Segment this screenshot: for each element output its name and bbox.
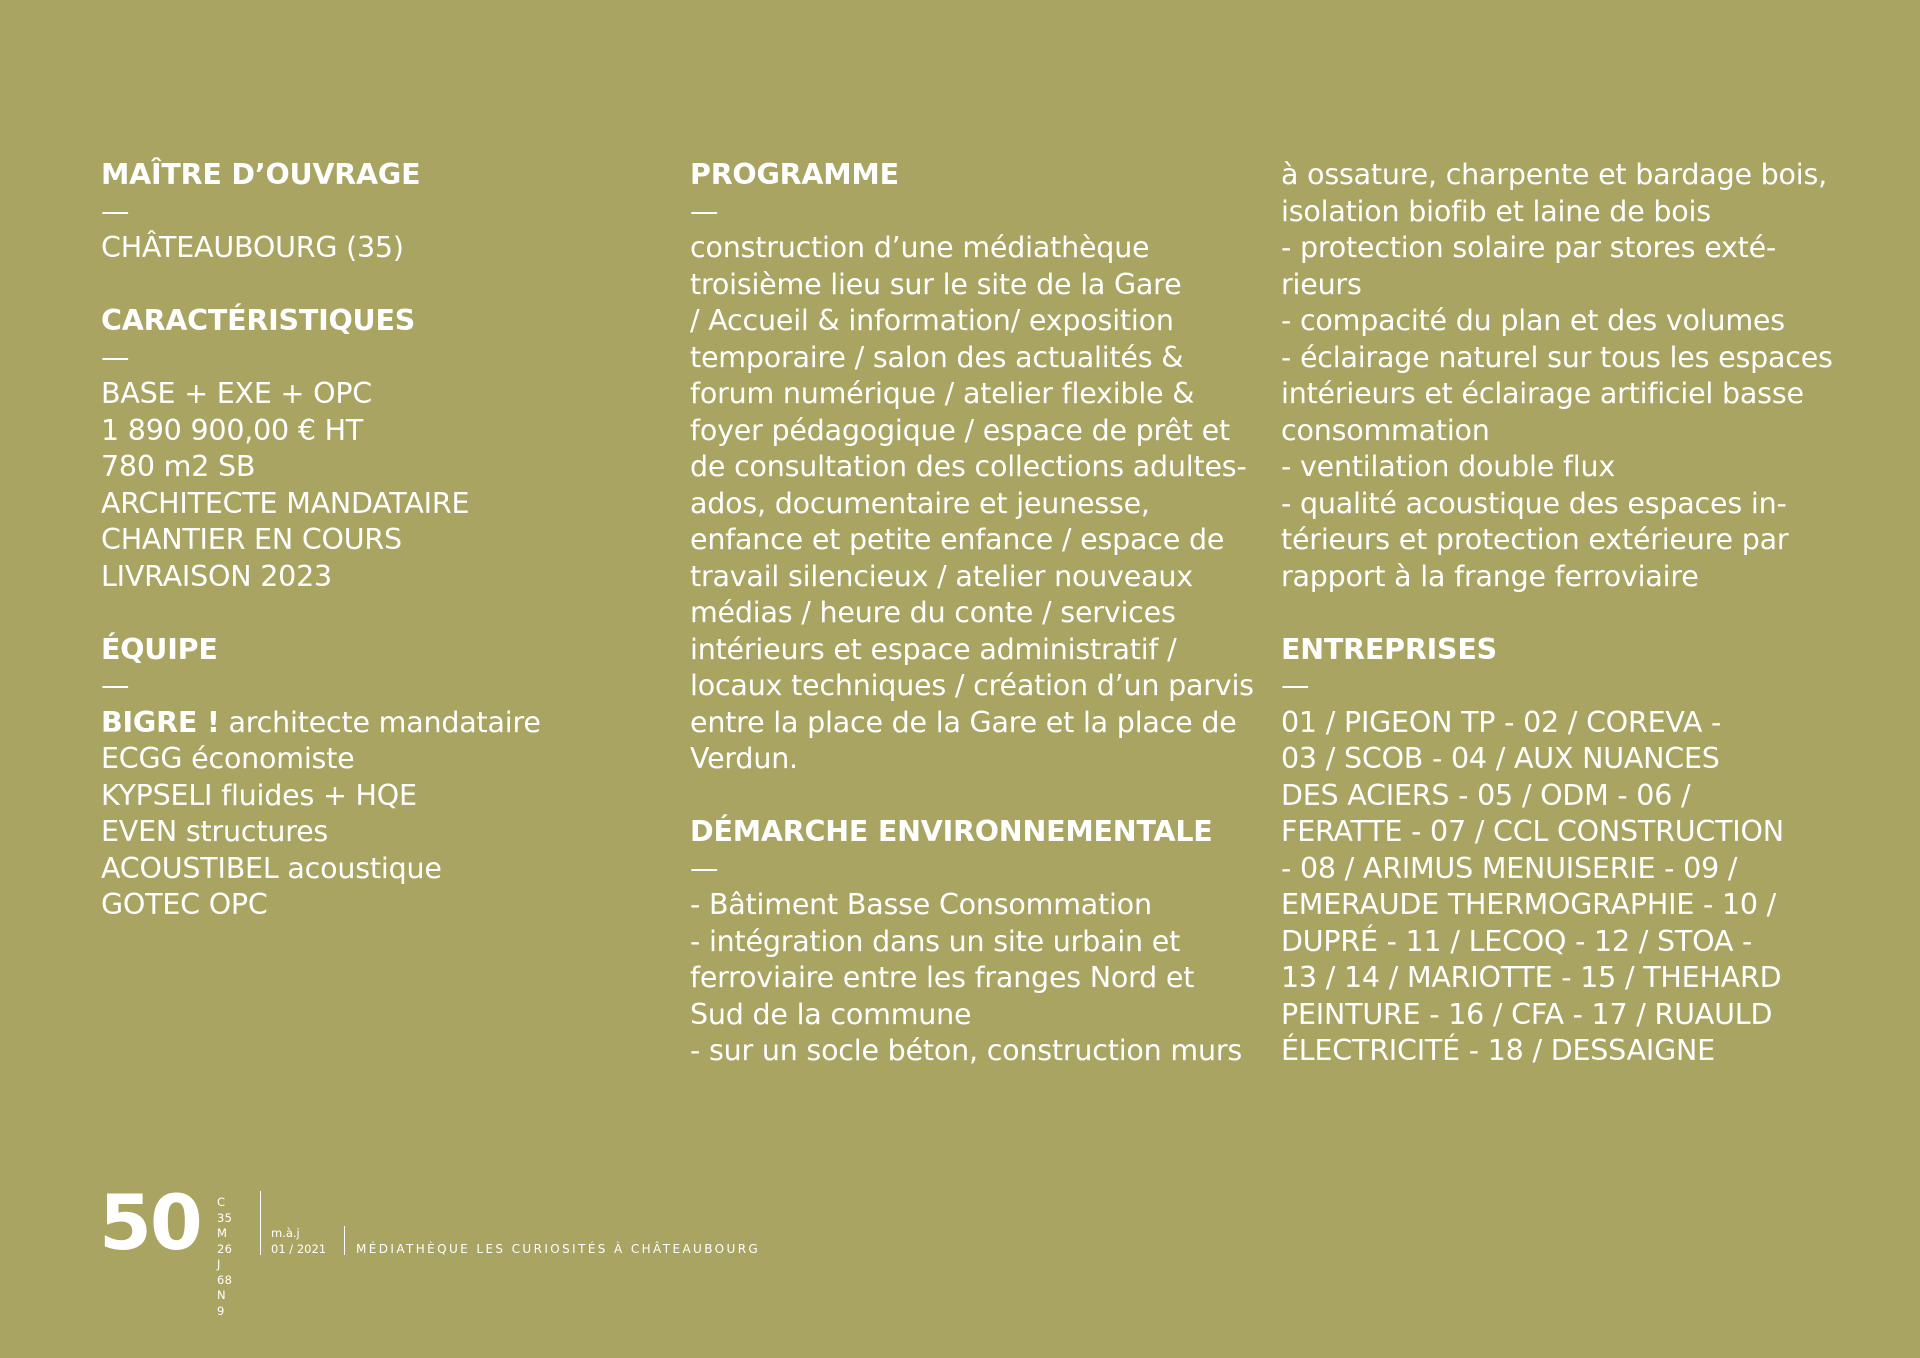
page-number: 50 (99, 1178, 201, 1267)
heading-entreprises: ENTREPRISES (1281, 632, 1497, 666)
entreprises-line: EMERAUDE THERMOGRAPHIE - 10 / (1281, 888, 1777, 921)
section-caracteristiques (101, 303, 661, 595)
demarche-line: - qualité acoustique des espaces in- (1281, 486, 1787, 520)
section-demarche-continued (1281, 157, 1901, 595)
demarche-line: - compacité du plan et des volumes (1281, 304, 1785, 337)
heading-dash: — (101, 194, 130, 228)
entreprises-line: 01 / PIGEON TP - 02 / COREVA - (1281, 705, 1722, 739)
heading-demarche-environnementale: DÉMARCHE ENVIRONNEMENTALE (690, 815, 1213, 848)
demarche-line: isolation biofib et laine de bois (1281, 194, 1711, 228)
update-info (271, 1226, 326, 1257)
section-entreprises (1281, 632, 1901, 1070)
caracteristique-line: 780 m2 SB (101, 450, 256, 483)
caracteristique-line: 1 890 900,00 € HT (101, 413, 364, 447)
demarche-line: intérieurs et éclairage artificiel basse (1281, 377, 1804, 410)
demarche-line: - sur un socle béton, construction murs (690, 1034, 1242, 1067)
equipe-member: ACOUSTIBEL acoustique (101, 851, 442, 885)
heading-dash: — (690, 851, 719, 885)
heading-dash: — (101, 669, 130, 702)
demarche-line: rieurs (1281, 267, 1362, 301)
section-equipe (101, 632, 661, 924)
equipe-member: ECGG économiste (101, 742, 355, 775)
programme-line: / Accueil & information/ exposition (690, 304, 1174, 337)
entreprises-line: FERATTE - 07 / CCL CONSTRUCTION (1281, 815, 1784, 848)
update-date: 01 / 2021 (271, 1241, 327, 1256)
section-demarche-environnementale (690, 814, 1260, 1070)
entreprises-line: - 08 / ARIMUS MENUISERIE - 09 / (1281, 851, 1738, 885)
programme-line: Verdun. (690, 742, 798, 775)
caracteristique-line: ARCHITECTE MANDATAIRE (101, 486, 470, 520)
heading-dash: — (1281, 669, 1310, 702)
equipe-member: EVEN structures (101, 815, 329, 848)
caracteristique-line: BASE + EXE + OPC (101, 377, 373, 410)
heading-dash: — (690, 194, 719, 228)
section-programme (690, 157, 1260, 778)
equipe-lead-role: architecte mandataire (219, 705, 541, 739)
equipe-member: GOTEC OPC (101, 888, 268, 921)
programme-line: forum numérique / atelier flexible & (690, 377, 1195, 410)
entreprises-line: PEINTURE - 16 / CFA - 17 / RUAULD (1281, 997, 1773, 1031)
caracteristique-line: CHANTIER EN COURS (101, 523, 402, 556)
demarche-line: rapport à la frange ferroviaire (1281, 559, 1699, 593)
programme-line: enfance et petite enfance / espace de (690, 523, 1225, 556)
caracteristique-line: LIVRAISON 2023 (101, 559, 332, 593)
heading-programme: PROGRAMME (690, 158, 899, 191)
equipe-member: KYPSELI fluides + HQE (101, 778, 417, 812)
footer-divider (260, 1191, 261, 1255)
maitre-ouvrage-value: CHÂTEAUBOURG (35) (101, 231, 404, 264)
cmjn-cyan: C 35 (217, 1195, 233, 1225)
column-left (101, 157, 661, 924)
demarche-line: - éclairage naturel sur tous les espaces (1281, 340, 1833, 374)
programme-line: entre la place de la Gare et la place de (690, 705, 1237, 739)
programme-line: locaux techniques / création d’un parvis (690, 669, 1254, 702)
programme-line: intérieurs et espace administratif / (690, 632, 1177, 666)
footer-divider (344, 1226, 345, 1255)
programme-line: troisième lieu sur le site de la Gare (690, 267, 1182, 301)
demarche-line: - ventilation double flux (1281, 450, 1616, 483)
entreprises-line: DES ACIERS - 05 / ODM - 06 / (1281, 778, 1691, 812)
demarche-line: - protection solaire par stores exté- (1281, 231, 1777, 264)
demarche-line: consommation (1281, 413, 1490, 447)
cmjn-black: N 9 (217, 1288, 226, 1318)
programme-line: ados, documentaire et jeunesse, (690, 486, 1150, 520)
demarche-line: ferroviaire entre les franges Nord et (690, 961, 1195, 994)
demarche-line: - intégration dans un site urbain et (690, 924, 1181, 958)
programme-line: temporaire / salon des actualités & (690, 340, 1184, 374)
demarche-line: à ossature, charpente et bardage bois, (1281, 158, 1828, 191)
column-middle (690, 157, 1260, 1070)
section-maitre-ouvrage (101, 157, 661, 267)
entreprises-line: ÉLECTRICITÉ - 18 / DESSAIGNE (1281, 1034, 1715, 1067)
demarche-line: térieurs et protection extérieure par (1281, 523, 1789, 556)
programme-line: médias / heure du conte / services (690, 596, 1176, 629)
programme-line: travail silencieux / atelier nouveaux (690, 559, 1193, 593)
heading-dash: — (101, 340, 130, 374)
cmjn-magenta: M 26 (217, 1226, 233, 1256)
heading-maitre-ouvrage: MAÎTRE D’OUVRAGE (101, 158, 421, 191)
programme-line: foyer pédagogique / espace de prêt et (690, 413, 1230, 447)
entreprises-line: 13 / 14 / MARIOTTE - 15 / THEHARD (1281, 961, 1782, 994)
update-label: m.à.j (271, 1226, 300, 1240)
column-right (1281, 157, 1901, 1070)
heading-caracteristiques: CARACTÉRISTIQUES (101, 304, 416, 337)
color-swatch-values (217, 1195, 232, 1319)
entreprises-line: 03 / SCOB - 04 / AUX NUANCES (1281, 742, 1720, 775)
programme-line: construction d’une médiathèque (690, 231, 1150, 264)
equipe-lead-line (101, 705, 661, 742)
equipe-lead-name: BIGRE ! (101, 705, 220, 739)
entreprises-line: DUPRÉ - 11 / LECOQ - 12 / STOA - (1281, 924, 1753, 958)
document-title: MÉDIATHÈQUE LES CURIOSITÉS À CHÂTEAUBOURG (356, 1242, 761, 1256)
demarche-line: Sud de la commune (690, 997, 972, 1031)
programme-line: de consultation des collections adultes- (690, 450, 1247, 483)
heading-equipe: ÉQUIPE (101, 632, 218, 666)
demarche-line: - Bâtiment Basse Consommation (690, 888, 1152, 921)
cmjn-yellow: J 68 (217, 1257, 233, 1287)
